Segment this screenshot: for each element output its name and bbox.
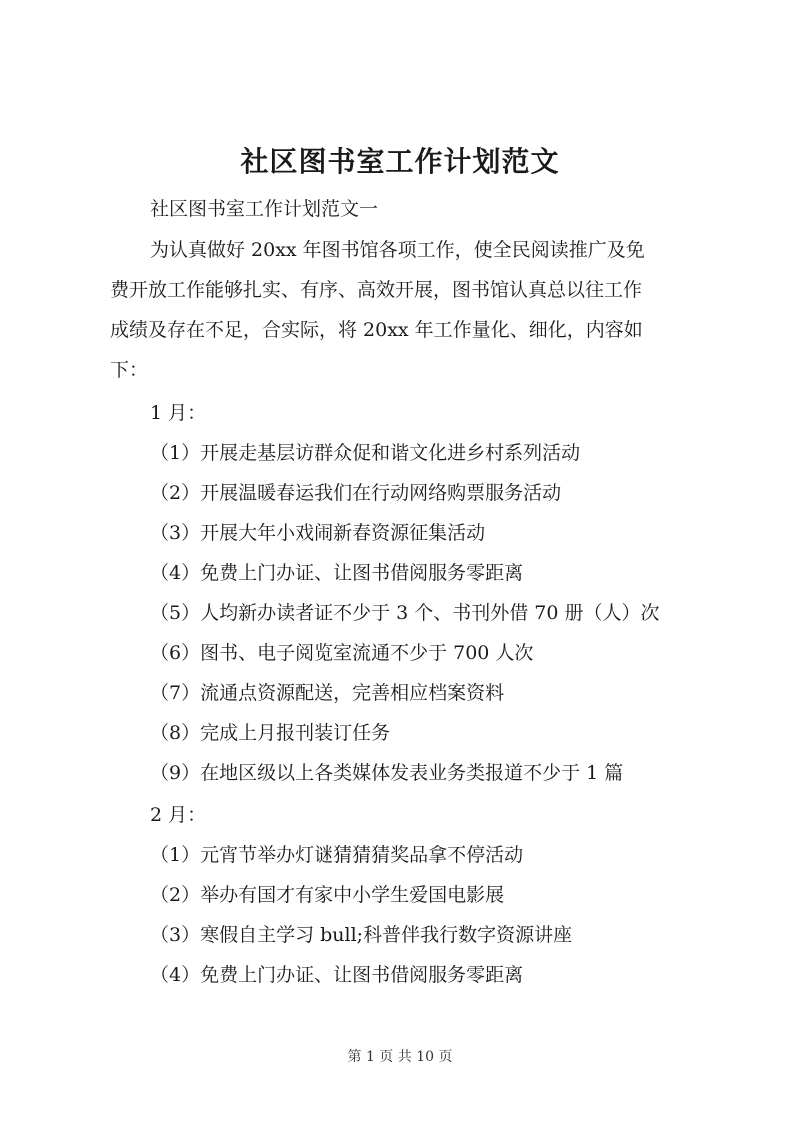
list-item: （6）图书、电子阅览室流通不少于 700 人次 bbox=[150, 642, 534, 664]
document-subtitle: 社区图书室工作计划范文一 bbox=[150, 198, 379, 220]
list-item: （3）开展大年小戏闹新春资源征集活动 bbox=[150, 522, 486, 544]
intro-line: 成绩及存在不足，合实际，将 20xx 年工作量化、细化，内容如 bbox=[110, 319, 643, 341]
document-title: 社区图书室工作计划范文 bbox=[240, 145, 560, 178]
section-heading: 1 月： bbox=[150, 402, 207, 424]
page-footer: 第 1 页 共 10 页 bbox=[347, 1049, 453, 1065]
intro-line: 为认真做好 20xx 年图书馆各项工作，使全民阅读推广及免 bbox=[150, 239, 645, 261]
list-item: （3）寒假自主学习 bull;科普伴我行数字资源讲座 bbox=[150, 924, 573, 946]
list-item: （1）元宵节举办灯谜猜猜猜奖品拿不停活动 bbox=[150, 844, 524, 866]
list-item: （9）在地区级以上各类媒体发表业务类报道不少于 1 篇 bbox=[150, 762, 624, 784]
list-item: （2）开展温暖春运我们在行动网络购票服务活动 bbox=[150, 482, 562, 504]
list-item: （4）免费上门办证、让图书借阅服务零距离 bbox=[150, 964, 524, 986]
intro-line: 费开放工作能够扎实、有序、高效开展，图书馆认真总以往工作 bbox=[110, 279, 643, 301]
list-item: （4）免费上门办证、让图书借阅服务零距离 bbox=[150, 562, 524, 584]
list-item: （2）举办有国才有家中小学生爱国电影展 bbox=[150, 884, 505, 906]
list-item: （7）流通点资源配送，完善相应档案资料 bbox=[150, 682, 505, 704]
section-heading: 2 月： bbox=[150, 804, 207, 826]
list-item: （8）完成上月报刊装订任务 bbox=[150, 722, 391, 744]
list-item: （1）开展走基层访群众促和谐文化进乡村系列活动 bbox=[150, 442, 581, 464]
list-item: （5）人均新办读者证不少于 3 个、书刊外借 70 册（人）次 bbox=[150, 602, 660, 624]
intro-line: 下： bbox=[110, 359, 149, 381]
